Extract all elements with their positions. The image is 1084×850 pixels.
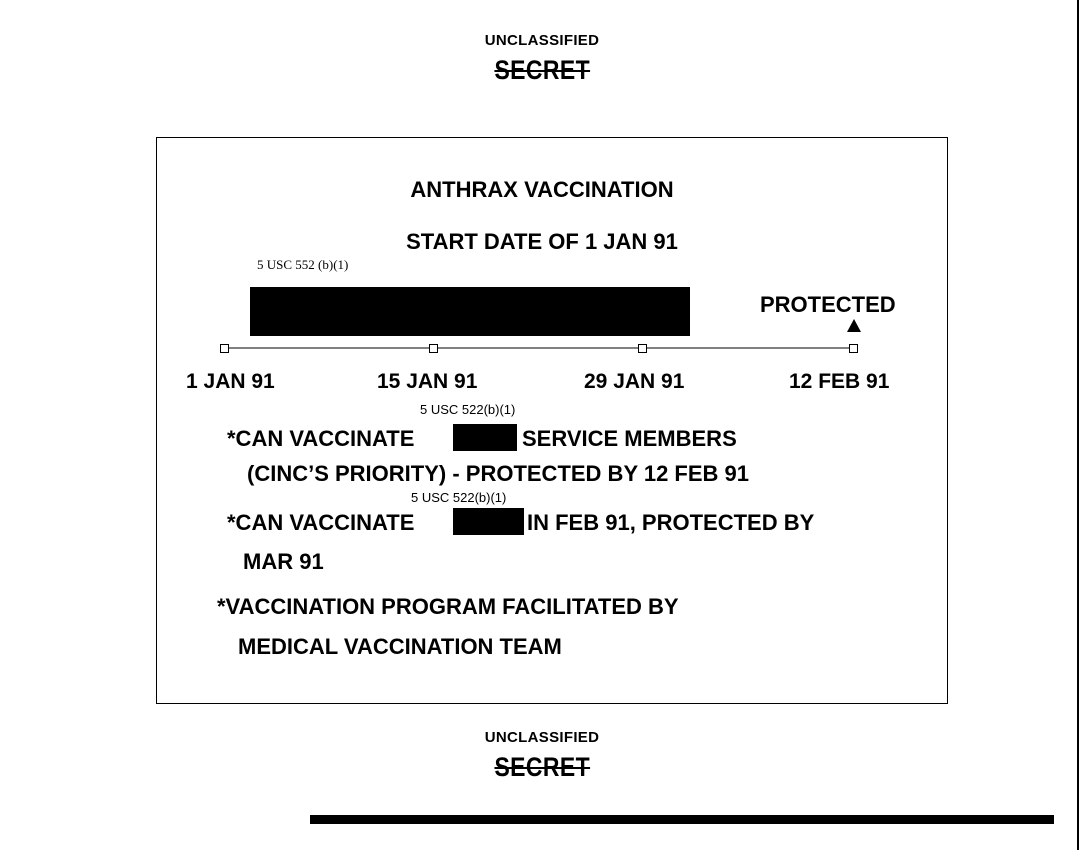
- bullet2-line1-pre: *CAN VACCINATE: [227, 510, 415, 535]
- top-classification-secret-struck: [0, 55, 1084, 86]
- protected-arrow-icon: [846, 318, 862, 334]
- timeline-axis: [215, 340, 865, 356]
- timeline-label: 1 JAN 91: [186, 370, 275, 393]
- bottom-classification-secret-struck: [0, 752, 1084, 783]
- top-classification-unclassified: UNCLASSIFIED: [484, 32, 600, 49]
- bullet2-line1-post: IN FEB 91, PROTECTED BY: [527, 510, 815, 535]
- bullet1-line2: (CINC’S PRIORITY) - PROTECTED BY 12 FEB 91: [247, 461, 750, 486]
- exemption-citation-bullet2: 5 USC 522(b)(1): [411, 490, 507, 505]
- timeline-marker: [849, 344, 858, 353]
- redaction-block-bullet2: [453, 508, 524, 535]
- bullet1-line1-pre: *CAN VACCINATE: [227, 426, 415, 451]
- slide-subtitle: START DATE OF 1 JAN 91: [406, 229, 678, 254]
- timeline-marker: [638, 344, 647, 353]
- redaction-block-bullet1: [453, 424, 517, 451]
- secret-struck-text: SECRET: [494, 752, 590, 782]
- timeline-label: 29 JAN 91: [584, 370, 685, 393]
- exemption-citation-top: 5 USC 552 (b)(1): [257, 257, 349, 272]
- redaction-block-timeline: [250, 287, 690, 336]
- timeline-marker: [220, 344, 229, 353]
- timeline-label: 15 JAN 91: [377, 370, 478, 393]
- bottom-border-rule: [310, 815, 1054, 824]
- exemption-citation-bullet1: 5 USC 522(b)(1): [420, 402, 516, 417]
- bullet3-line1: *VACCINATION PROGRAM FACILITATED BY: [217, 594, 679, 619]
- timeline-marker: [429, 344, 438, 353]
- bullet2-line2: MAR 91: [243, 549, 324, 574]
- timeline-label: 12 FEB 91: [789, 370, 890, 393]
- bullet1-line1-post: SERVICE MEMBERS: [522, 426, 737, 451]
- right-page-edge: [1077, 0, 1079, 850]
- slide-title: ANTHRAX VACCINATION: [410, 177, 674, 202]
- bullet3-line2: MEDICAL VACCINATION TEAM: [238, 634, 562, 659]
- secret-struck-text: SECRET: [494, 55, 590, 85]
- protected-label: PROTECTED: [760, 292, 896, 317]
- bottom-classification-unclassified: UNCLASSIFIED: [484, 729, 600, 746]
